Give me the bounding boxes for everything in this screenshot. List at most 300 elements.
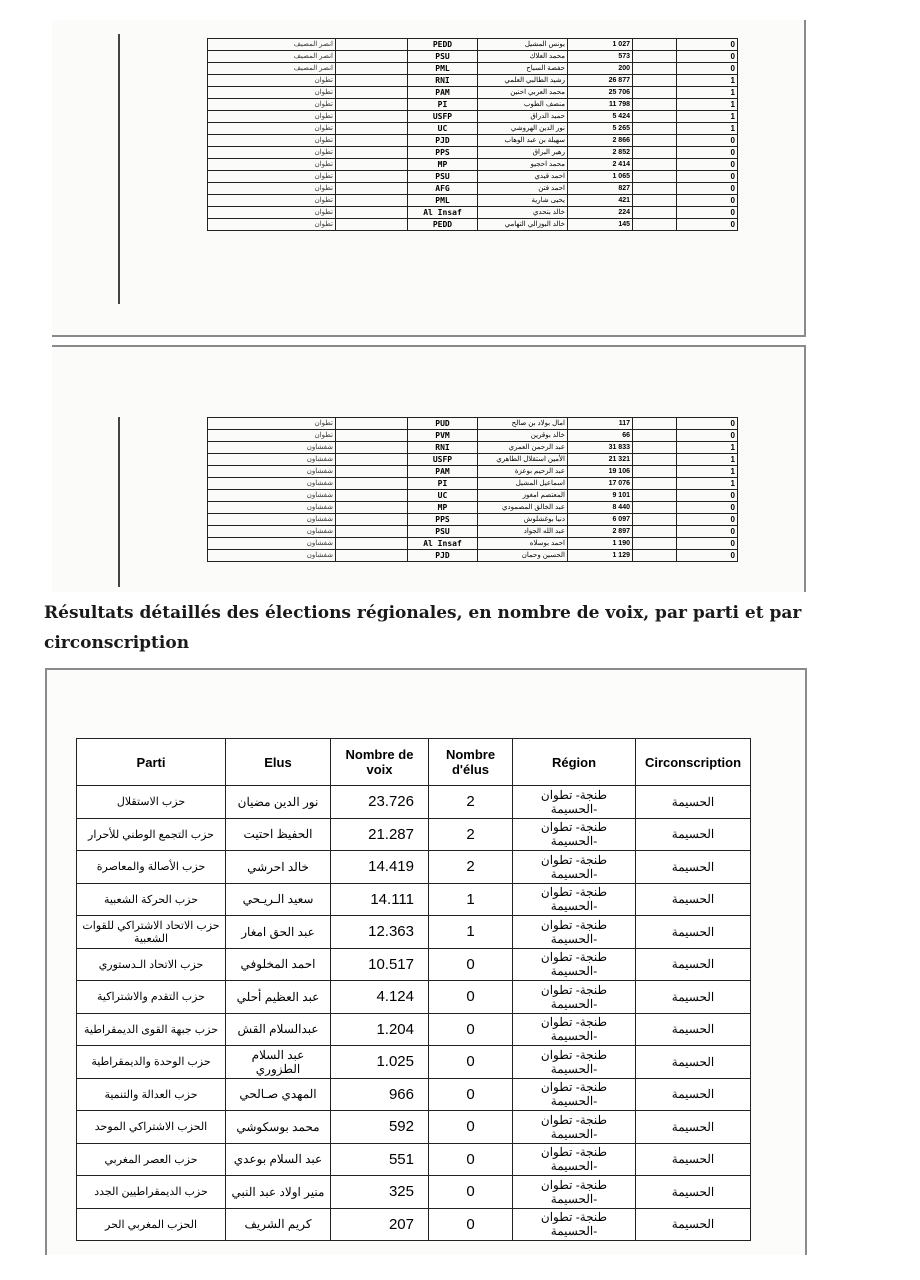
circonscription-cell: تطوان — [208, 183, 336, 195]
table-row — [77, 1013, 751, 1046]
candidate-name-cell: احمد قيدي — [478, 171, 568, 183]
table-row — [208, 207, 738, 219]
party-cell: حزب التقدم والاشتراكية — [77, 981, 226, 1014]
header-nb-elus: Nombre d'élus — [429, 739, 513, 786]
table-row — [208, 123, 738, 135]
candidate-name-cell: اسماعيل المشيل — [478, 478, 568, 490]
empty-cell — [336, 490, 408, 502]
elected-cell: 1 — [677, 75, 738, 87]
votes-cell: 5 424 — [568, 111, 633, 123]
votes-cell: 31 833 — [568, 442, 633, 454]
elected-cell: 0 — [677, 418, 738, 430]
candidate-name-cell: احمد فتن — [478, 183, 568, 195]
empty-cell — [633, 171, 677, 183]
party-cell: حزب الاتحاد الاشتراكي للقوات الشعبية — [77, 916, 226, 949]
candidate-name-cell: خالد البوزالي التهامي — [478, 219, 568, 231]
elected-cell: 0 — [677, 550, 738, 562]
circonscription-cell: شفشاون — [208, 538, 336, 550]
table-row — [208, 195, 738, 207]
circonscription-cell: الحسيمة — [636, 948, 751, 981]
candidate-name-cell: الأمين استقلال الطاهري — [478, 454, 568, 466]
party-cell: حزب العدالة والتنمية — [77, 1078, 226, 1111]
votes-cell: 5 265 — [568, 123, 633, 135]
circonscription-cell: الحسيمة — [636, 981, 751, 1014]
circonscription-cell: انصر المصيف — [208, 63, 336, 75]
empty-cell — [633, 538, 677, 550]
table-row — [208, 219, 738, 231]
empty-cell — [633, 123, 677, 135]
circonscription-cell: انصر المصيف — [208, 51, 336, 63]
votes-cell: 1 027 — [568, 39, 633, 51]
party-abbr-cell: PJD — [408, 550, 478, 562]
circonscription-cell: الحسيمة — [636, 1208, 751, 1241]
candidate-name-cell: امال بولاد بن صالح — [478, 418, 568, 430]
party-cell: حزب الوحدة والديمقراطية — [77, 1046, 226, 1079]
party-cell: حزب الاتحاد الـدستوري — [77, 948, 226, 981]
votes-cell: 2 414 — [568, 159, 633, 171]
elected-cell: 1 — [677, 442, 738, 454]
region-cell: طنجة- تطوان -الحسيمة — [513, 1013, 636, 1046]
elected-cell: 0 — [677, 538, 738, 550]
table-row — [208, 63, 738, 75]
party-abbr-cell: PML — [408, 195, 478, 207]
candidate-name-cell: خالد بنحدي — [478, 207, 568, 219]
empty-cell — [633, 219, 677, 231]
elected-cell: 0 — [677, 171, 738, 183]
empty-cell — [633, 478, 677, 490]
circonscription-cell: الحسيمة — [636, 1111, 751, 1144]
elected-cell: 0 — [677, 183, 738, 195]
candidate-name-cell: احمد بوسلاه — [478, 538, 568, 550]
candidate-name-cell: رهير البراق — [478, 147, 568, 159]
table-row — [77, 1143, 751, 1176]
party-abbr-cell: PAM — [408, 87, 478, 99]
votes-cell: 8 440 — [568, 502, 633, 514]
empty-cell — [336, 171, 408, 183]
votes-cell: 966 — [331, 1078, 429, 1111]
party-abbr-cell: MP — [408, 502, 478, 514]
elected-name-cell: عبدالسلام القش — [226, 1013, 331, 1046]
circonscription-cell: شفشاون — [208, 502, 336, 514]
elected-count-cell: 2 — [429, 851, 513, 884]
empty-cell — [336, 514, 408, 526]
empty-cell — [336, 75, 408, 87]
elected-name-cell: كريم الشريف — [226, 1208, 331, 1241]
circonscription-cell: الحسيمة — [636, 916, 751, 949]
votes-cell: 12.363 — [331, 916, 429, 949]
elected-cell: 1 — [677, 466, 738, 478]
party-abbr-cell: PML — [408, 63, 478, 75]
votes-cell: 26 877 — [568, 75, 633, 87]
party-abbr-cell: PSU — [408, 51, 478, 63]
table-row — [208, 478, 738, 490]
empty-cell — [336, 466, 408, 478]
empty-cell — [336, 63, 408, 75]
empty-cell — [336, 99, 408, 111]
region-cell: طنجة- تطوان -الحسيمة — [513, 1046, 636, 1079]
table-row — [208, 442, 738, 454]
empty-cell — [336, 418, 408, 430]
empty-cell — [336, 87, 408, 99]
party-cell: حزب التجمع الوطني للأحرار — [77, 818, 226, 851]
party-abbr-cell: RNI — [408, 75, 478, 87]
elected-name-cell: عبد السلام بوعدي — [226, 1143, 331, 1176]
elected-name-cell: عبد الحق امغار — [226, 916, 331, 949]
header-elus: Elus — [226, 739, 331, 786]
votes-cell: 4.124 — [331, 981, 429, 1014]
circonscription-cell: تطوان — [208, 87, 336, 99]
elected-cell: 0 — [677, 195, 738, 207]
circonscription-cell: شفشاون — [208, 490, 336, 502]
table-row — [208, 99, 738, 111]
votes-cell: 1 065 — [568, 171, 633, 183]
table-row — [208, 147, 738, 159]
elected-name-cell: منير اولاد عبد النبي — [226, 1176, 331, 1209]
candidate-name-cell: محمد احجيو — [478, 159, 568, 171]
votes-cell: 14.419 — [331, 851, 429, 884]
elected-count-cell: 1 — [429, 883, 513, 916]
table-row — [208, 550, 738, 562]
candidate-name-cell: سهيلة بن عبد الوهاب — [478, 135, 568, 147]
party-abbr-cell: UC — [408, 123, 478, 135]
empty-cell — [633, 502, 677, 514]
elected-cell: 1 — [677, 87, 738, 99]
elected-name-cell: عبد السلام الطزوري — [226, 1046, 331, 1079]
elected-count-cell: 0 — [429, 948, 513, 981]
party-abbr-cell: USFP — [408, 111, 478, 123]
votes-cell: 2 866 — [568, 135, 633, 147]
table-row — [77, 786, 751, 819]
party-abbr-cell: PEDD — [408, 39, 478, 51]
elected-cell: 0 — [677, 526, 738, 538]
candidate-name-cell: منصف الطوب — [478, 99, 568, 111]
elected-count-cell: 0 — [429, 1046, 513, 1079]
table-row — [77, 981, 751, 1014]
votes-cell: 117 — [568, 418, 633, 430]
votes-cell: 1 190 — [568, 538, 633, 550]
votes-cell: 21.287 — [331, 818, 429, 851]
party-abbr-cell: PSU — [408, 526, 478, 538]
candidate-results-table-2 — [207, 417, 738, 562]
circonscription-cell: الحسيمة — [636, 1046, 751, 1079]
circonscription-cell: الحسيمة — [636, 1176, 751, 1209]
circonscription-cell: تطوان — [208, 75, 336, 87]
empty-cell — [336, 478, 408, 490]
empty-cell — [336, 442, 408, 454]
elected-count-cell: 0 — [429, 1013, 513, 1046]
elected-count-cell: 1 — [429, 916, 513, 949]
empty-cell — [336, 502, 408, 514]
votes-cell: 1.204 — [331, 1013, 429, 1046]
region-cell: طنجة- تطوان -الحسيمة — [513, 916, 636, 949]
candidate-name-cell: دنيا بوغشلوش — [478, 514, 568, 526]
empty-cell — [336, 195, 408, 207]
empty-cell — [336, 430, 408, 442]
circonscription-cell: شفشاون — [208, 442, 336, 454]
empty-cell — [633, 135, 677, 147]
elected-name-cell: الحفيظ احتيت — [226, 818, 331, 851]
table-row — [77, 1046, 751, 1079]
circonscription-cell: تطوان — [208, 147, 336, 159]
elected-cell: 0 — [677, 514, 738, 526]
party-abbr-cell: USFP — [408, 454, 478, 466]
table-row — [208, 111, 738, 123]
table-row — [208, 51, 738, 63]
table-row — [77, 883, 751, 916]
empty-cell — [633, 418, 677, 430]
candidate-name-cell: المعتصم امغوز — [478, 490, 568, 502]
party-abbr-cell: PPS — [408, 147, 478, 159]
table-row — [208, 490, 738, 502]
empty-cell — [633, 51, 677, 63]
empty-cell — [336, 207, 408, 219]
table-row — [208, 183, 738, 195]
table-row — [77, 851, 751, 884]
empty-cell — [633, 466, 677, 478]
votes-cell: 592 — [331, 1111, 429, 1144]
circonscription-cell: شفشاون — [208, 454, 336, 466]
table-row — [208, 514, 738, 526]
party-cell: الحزب الاشتراكي الموحد — [77, 1111, 226, 1144]
candidate-name-cell: نور الدين الهروشي — [478, 123, 568, 135]
region-cell: طنجة- تطوان -الحسيمة — [513, 1143, 636, 1176]
elected-cell: 1 — [677, 99, 738, 111]
votes-cell: 19 106 — [568, 466, 633, 478]
circonscription-cell: الحسيمة — [636, 883, 751, 916]
party-abbr-cell: PI — [408, 478, 478, 490]
empty-cell — [336, 550, 408, 562]
votes-cell: 25 706 — [568, 87, 633, 99]
party-abbr-cell: PJD — [408, 135, 478, 147]
votes-cell: 2 897 — [568, 526, 633, 538]
empty-cell — [633, 183, 677, 195]
circonscription-cell: الحسيمة — [636, 1143, 751, 1176]
empty-cell — [633, 39, 677, 51]
region-cell: طنجة- تطوان -الحسيمة — [513, 786, 636, 819]
elected-cell: 1 — [677, 454, 738, 466]
header-parti: Parti — [77, 739, 226, 786]
votes-cell: 21 321 — [568, 454, 633, 466]
header-circonscription: Circonscription — [636, 739, 751, 786]
circonscription-cell: تطوان — [208, 171, 336, 183]
elected-cell: 1 — [677, 111, 738, 123]
votes-cell: 23.726 — [331, 786, 429, 819]
votes-cell: 6 097 — [568, 514, 633, 526]
party-abbr-cell: RNI — [408, 442, 478, 454]
empty-cell — [633, 63, 677, 75]
candidate-name-cell: يحيى شارية — [478, 195, 568, 207]
party-abbr-cell: Al Insaf — [408, 538, 478, 550]
table-row — [208, 430, 738, 442]
candidate-name-cell: محمد العلاك — [478, 51, 568, 63]
table-row — [208, 454, 738, 466]
empty-cell — [633, 526, 677, 538]
table-row — [77, 916, 751, 949]
elected-cell: 0 — [677, 430, 738, 442]
elected-name-cell: محمد بوسكوشي — [226, 1111, 331, 1144]
table-row — [208, 526, 738, 538]
party-abbr-cell: MP — [408, 159, 478, 171]
sheet-left-edge — [118, 417, 120, 587]
elected-count-cell: 0 — [429, 1208, 513, 1241]
table-row — [208, 466, 738, 478]
table-row — [208, 171, 738, 183]
party-abbr-cell: UC — [408, 490, 478, 502]
region-cell: طنجة- تطوان -الحسيمة — [513, 1111, 636, 1144]
candidate-name-cell: الحسين وحمان — [478, 550, 568, 562]
header-region: Région — [513, 739, 636, 786]
elected-name-cell: خالد احرشي — [226, 851, 331, 884]
table-header-row — [77, 739, 751, 786]
elected-count-cell: 2 — [429, 786, 513, 819]
circonscription-cell: تطوان — [208, 418, 336, 430]
votes-cell: 827 — [568, 183, 633, 195]
votes-cell: 145 — [568, 219, 633, 231]
empty-cell — [633, 430, 677, 442]
circonscription-cell: شفشاون — [208, 466, 336, 478]
elected-count-cell: 0 — [429, 1176, 513, 1209]
party-cell: حزب الحركة الشعبية — [77, 883, 226, 916]
votes-cell: 573 — [568, 51, 633, 63]
region-cell: طنجة- تطوان -الحسيمة — [513, 1208, 636, 1241]
empty-cell — [633, 550, 677, 562]
party-abbr-cell: PPS — [408, 514, 478, 526]
empty-cell — [336, 219, 408, 231]
empty-cell — [633, 147, 677, 159]
table-row — [77, 1111, 751, 1144]
table-row — [208, 538, 738, 550]
region-cell: طنجة- تطوان -الحسيمة — [513, 948, 636, 981]
candidate-name-cell: عبد الله الجواد — [478, 526, 568, 538]
elected-count-cell: 0 — [429, 981, 513, 1014]
elected-count-cell: 0 — [429, 1143, 513, 1176]
circonscription-cell: تطوان — [208, 159, 336, 171]
empty-cell — [633, 159, 677, 171]
region-cell: طنجة- تطوان -الحسيمة — [513, 883, 636, 916]
circonscription-cell: شفشاون — [208, 478, 336, 490]
table-row — [77, 818, 751, 851]
party-abbr-cell: PUD — [408, 418, 478, 430]
elected-cell: 0 — [677, 135, 738, 147]
votes-cell: 17 076 — [568, 478, 633, 490]
table-row — [208, 135, 738, 147]
votes-cell: 10.517 — [331, 948, 429, 981]
table-row — [208, 418, 738, 430]
circonscription-cell: تطوان — [208, 123, 336, 135]
region-cell: طنجة- تطوان -الحسيمة — [513, 818, 636, 851]
votes-cell: 1 129 — [568, 550, 633, 562]
circonscription-cell: تطوان — [208, 111, 336, 123]
elected-count-cell: 0 — [429, 1111, 513, 1144]
candidate-name-cell: حميد الدراق — [478, 111, 568, 123]
empty-cell — [633, 514, 677, 526]
table-row — [208, 502, 738, 514]
party-cell: حزب العصر المغربي — [77, 1143, 226, 1176]
party-abbr-cell: PEDD — [408, 219, 478, 231]
empty-cell — [336, 183, 408, 195]
circonscription-cell: الحسيمة — [636, 818, 751, 851]
region-cell: طنجة- تطوان -الحسيمة — [513, 981, 636, 1014]
circonscription-cell: تطوان — [208, 195, 336, 207]
elected-name-cell: احمد المخلوفي — [226, 948, 331, 981]
votes-cell: 421 — [568, 195, 633, 207]
circonscription-cell: الحسيمة — [636, 851, 751, 884]
votes-cell: 11 798 — [568, 99, 633, 111]
table-row — [77, 1078, 751, 1111]
empty-cell — [633, 207, 677, 219]
party-cell: حزب الأصالة والمعاصرة — [77, 851, 226, 884]
votes-cell: 551 — [331, 1143, 429, 1176]
elected-cell: 0 — [677, 63, 738, 75]
elected-name-cell: عبد العظيم أحلي — [226, 981, 331, 1014]
elected-cell: 1 — [677, 478, 738, 490]
empty-cell — [336, 538, 408, 550]
elected-cell: 0 — [677, 39, 738, 51]
party-abbr-cell: PAM — [408, 466, 478, 478]
votes-cell: 325 — [331, 1176, 429, 1209]
table-row — [208, 87, 738, 99]
circonscription-cell: تطوان — [208, 219, 336, 231]
empty-cell — [633, 87, 677, 99]
table-row — [77, 1176, 751, 1209]
elected-cell: 0 — [677, 219, 738, 231]
elected-cell: 0 — [677, 490, 738, 502]
candidate-results-table-1 — [207, 38, 738, 231]
empty-cell — [336, 39, 408, 51]
elected-name-cell: المهدي صـالحي — [226, 1078, 331, 1111]
votes-cell: 9 101 — [568, 490, 633, 502]
elected-cell: 1 — [677, 123, 738, 135]
empty-cell — [633, 195, 677, 207]
empty-cell — [633, 75, 677, 87]
candidate-name-cell: خالد بوقرين — [478, 430, 568, 442]
elected-cell: 0 — [677, 159, 738, 171]
empty-cell — [336, 111, 408, 123]
empty-cell — [633, 111, 677, 123]
candidate-name-cell: رشيد الطالبي العلمي — [478, 75, 568, 87]
circonscription-cell: الحسيمة — [636, 1013, 751, 1046]
candidate-name-cell: يونس المشيل — [478, 39, 568, 51]
candidate-name-cell: حفصة السباح — [478, 63, 568, 75]
elected-name-cell: نور الدين مضيان — [226, 786, 331, 819]
empty-cell — [336, 51, 408, 63]
regional-results-table — [76, 738, 751, 1241]
circonscription-cell: تطوان — [208, 207, 336, 219]
table-row — [208, 159, 738, 171]
party-abbr-cell: PI — [408, 99, 478, 111]
header-voix: Nombre de voix — [331, 739, 429, 786]
votes-cell: 1.025 — [331, 1046, 429, 1079]
empty-cell — [336, 135, 408, 147]
votes-cell: 200 — [568, 63, 633, 75]
votes-cell: 207 — [331, 1208, 429, 1241]
empty-cell — [633, 99, 677, 111]
elected-cell: 0 — [677, 147, 738, 159]
votes-cell: 14.111 — [331, 883, 429, 916]
party-cell: حزب الاستقلال — [77, 786, 226, 819]
elected-cell: 0 — [677, 502, 738, 514]
empty-cell — [633, 442, 677, 454]
circonscription-cell: انصر المصيف — [208, 39, 336, 51]
elected-count-cell: 2 — [429, 818, 513, 851]
table-row — [208, 75, 738, 87]
votes-cell: 2 852 — [568, 147, 633, 159]
votes-cell: 224 — [568, 207, 633, 219]
party-abbr-cell: PSU — [408, 171, 478, 183]
candidate-name-cell: محمد العربي احنين — [478, 87, 568, 99]
circonscription-cell: الحسيمة — [636, 786, 751, 819]
circonscription-cell: الحسيمة — [636, 1078, 751, 1111]
